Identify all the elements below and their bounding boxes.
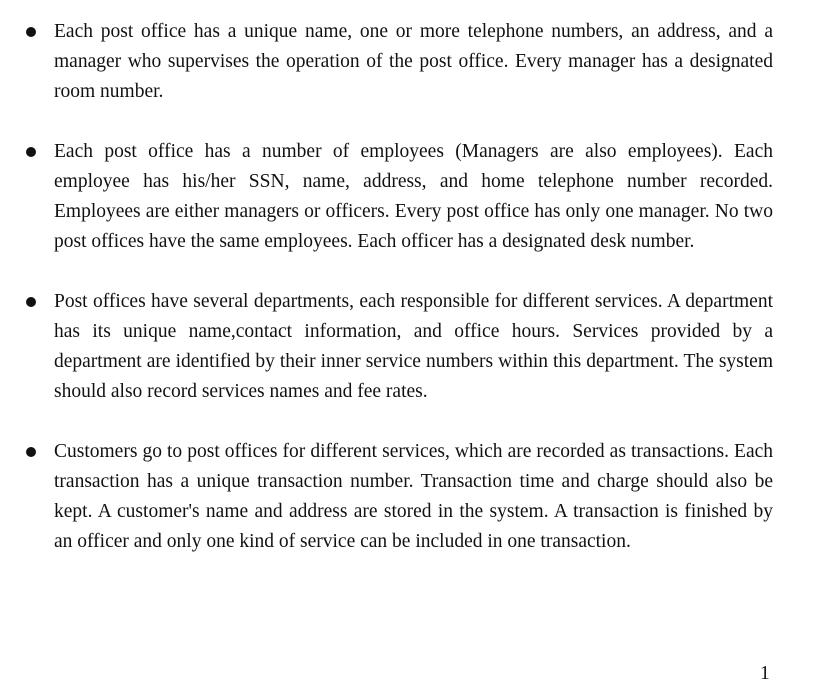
list-item (0, 437, 819, 557)
list-item-text: Customers go to post offices for different services, which are recorded as transactions. Each transaction has a unique transaction number. Transaction time and charge should also be kept. A customer's name and address are stored in the system. A transaction is finished by an officer and only one kind of service can be included in one transaction. (54, 441, 773, 552)
bullet-icon (26, 147, 36, 157)
bullet-icon (26, 447, 36, 457)
requirements-list (0, 17, 819, 587)
bullet-icon (26, 27, 36, 37)
list-item-text: Each post office has a number of employees (Managers are also employees). Each employee has his/her SSN, name, address, and home telephone number recorded. Employees are either managers or officers. Every post office has only one manager. No two post offices have the same employees. Each officer has a designated desk number. (54, 141, 773, 252)
list-item (0, 287, 819, 407)
list-item (0, 17, 819, 107)
bullet-icon (26, 297, 36, 307)
list-item (0, 137, 819, 257)
list-item-text: Post offices have several departments, each responsible for different services. A department has its unique name,contact information, and office hours. Services provided by a department are identified by their inner service numbers within this department. The system should also record services names and fee rates. (54, 291, 773, 402)
page-number: 1 (760, 663, 770, 684)
list-item-text: Each post office has a unique name, one or more telephone numbers, an address, and a manager who supervises the operation of the post office. Every manager has a designated room number. (54, 21, 773, 102)
